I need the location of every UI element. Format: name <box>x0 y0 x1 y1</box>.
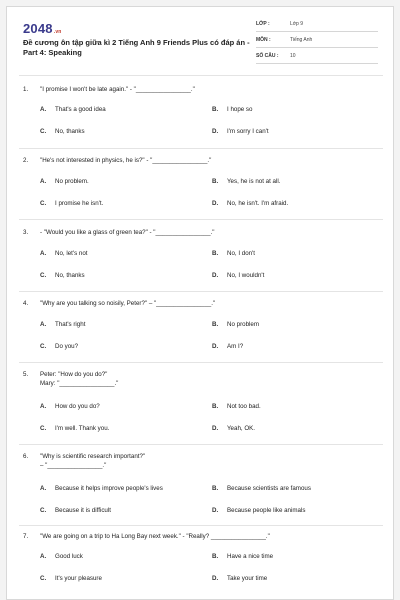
divider <box>19 75 383 76</box>
question-prompt: "I promise I won't be late again." - "________________." <box>40 86 195 93</box>
question-response-line: – "________________." <box>40 462 107 469</box>
option-letter: B. <box>212 403 219 410</box>
option-b[interactable] <box>212 321 259 328</box>
option-letter: C. <box>40 272 47 279</box>
option-letter: C. <box>40 128 47 135</box>
option-letter: C. <box>40 343 47 350</box>
option-text: Yeah, OK. <box>227 425 255 432</box>
question-text <box>23 85 195 94</box>
option-text: Good luck <box>55 553 83 560</box>
meta-label: MÔN : <box>256 37 271 43</box>
meta-value: Lớp 9 <box>290 21 304 27</box>
document-title: Đề cương ôn tập giữa kì 2 Tiếng Anh 9 Friends Plus có đáp án - Part 4: Speaking <box>23 38 250 57</box>
option-letter: B. <box>212 553 219 560</box>
option-c[interactable] <box>40 272 85 279</box>
option-letter: D. <box>212 128 219 135</box>
option-a[interactable] <box>40 106 106 113</box>
option-letter: D. <box>212 272 219 279</box>
question-number: 7. <box>23 533 29 540</box>
question-prompt: "Why is scientific research important?" <box>40 453 146 460</box>
option-text: No, I don't <box>227 250 256 257</box>
option-text: Take your time <box>227 575 268 582</box>
option-text: No, thanks <box>55 272 85 279</box>
question-text <box>23 532 270 541</box>
divider <box>19 444 383 445</box>
option-letter: A. <box>40 106 47 113</box>
option-letter: A. <box>40 178 47 185</box>
option-c[interactable] <box>40 575 102 582</box>
option-letter: A. <box>40 553 47 560</box>
option-text: Because it is difficult <box>55 507 111 514</box>
option-letter: D. <box>212 575 219 582</box>
option-letter: C. <box>40 200 47 207</box>
meta-value: Tiếng Anh <box>290 37 313 43</box>
option-b[interactable] <box>212 485 311 492</box>
question-response-line: Mary: "________________." <box>40 380 119 387</box>
option-c[interactable] <box>40 343 78 350</box>
question-text <box>23 452 145 461</box>
option-b[interactable] <box>212 106 252 113</box>
option-letter: D. <box>212 200 219 207</box>
option-letter: B. <box>212 250 219 257</box>
option-c[interactable] <box>40 200 103 207</box>
option-a[interactable] <box>40 485 163 492</box>
option-text: Am I? <box>227 343 244 350</box>
option-text: No, he isn't. I'm afraid. <box>227 200 289 207</box>
option-text: Not too bad. <box>227 403 261 410</box>
question-text <box>23 370 107 379</box>
option-letter: C. <box>40 575 47 582</box>
document-header <box>7 7 393 69</box>
question-prompt: "We are going on a trip to Ha Long Bay next week." - "Really? ________________." <box>40 533 270 540</box>
question-number: 6. <box>23 453 29 460</box>
option-letter: A. <box>40 485 47 492</box>
meta-row-count <box>256 52 378 64</box>
question-text <box>23 228 214 237</box>
option-letter: B. <box>212 321 219 328</box>
meta-table <box>256 20 378 68</box>
question-number: 1. <box>23 86 29 93</box>
option-d[interactable] <box>212 128 269 135</box>
question-number: 2. <box>23 157 29 164</box>
option-text: No problem. <box>55 178 89 185</box>
document-page <box>6 6 394 600</box>
option-letter: A. <box>40 403 47 410</box>
option-b[interactable] <box>212 178 280 185</box>
option-letter: A. <box>40 250 47 257</box>
question-text <box>23 299 215 308</box>
option-letter: B. <box>212 485 219 492</box>
meta-row-class <box>256 20 378 32</box>
meta-value: 10 <box>290 53 296 59</box>
question-prompt: Peter: "How do you do?" <box>40 371 108 378</box>
option-text: I'm sorry I can't <box>227 128 269 135</box>
option-letter: D. <box>212 425 219 432</box>
option-a[interactable] <box>40 321 85 328</box>
option-text: No problem <box>227 321 259 328</box>
question-number: 3. <box>23 229 29 236</box>
option-d[interactable] <box>212 272 264 279</box>
divider <box>19 525 383 526</box>
option-letter: C. <box>40 425 47 432</box>
question-text <box>23 156 211 165</box>
option-text: Because scientists are famous <box>227 485 311 492</box>
question-number: 4. <box>23 300 29 307</box>
option-d[interactable] <box>212 507 305 514</box>
option-b[interactable] <box>212 553 273 560</box>
option-text: That's right <box>55 321 86 328</box>
option-text: How do you do? <box>55 403 100 410</box>
option-text: Do you? <box>55 343 79 350</box>
option-a[interactable] <box>40 403 100 410</box>
option-letter: D. <box>212 507 219 514</box>
option-text: I promise he isn't. <box>55 200 104 207</box>
divider <box>19 362 383 363</box>
option-b[interactable] <box>212 250 255 257</box>
option-text: I'm well. Thank you. <box>55 425 110 432</box>
divider <box>19 148 383 149</box>
option-c[interactable] <box>40 425 109 432</box>
option-letter: A. <box>40 321 47 328</box>
option-letter: B. <box>212 178 219 185</box>
option-text: No, I wouldn't <box>227 272 265 279</box>
question-prompt: "He's not interested in physics, he is?" - "________________." <box>40 157 212 164</box>
meta-row-subject <box>256 36 378 48</box>
option-d[interactable] <box>212 200 288 207</box>
option-text: Yes, he is not at all. <box>227 178 281 185</box>
option-a[interactable] <box>40 553 83 560</box>
logo-text: 2048 <box>23 21 53 36</box>
divider <box>19 291 383 292</box>
option-text: Because it helps improve people's lives <box>55 485 163 492</box>
logo-suffix: .vn <box>53 29 62 35</box>
option-letter: C. <box>40 507 47 514</box>
option-a[interactable] <box>40 250 87 257</box>
option-d[interactable] <box>212 343 243 350</box>
question-prompt: "Why are you talking so noisily, Peter?" – "________________." <box>40 300 216 307</box>
question-number: 5. <box>23 371 29 378</box>
option-text: Because people like animals <box>227 507 306 514</box>
option-c[interactable] <box>40 128 85 135</box>
site-logo[interactable] <box>23 21 62 36</box>
option-c[interactable] <box>40 507 111 514</box>
option-text: I hope so <box>227 106 253 113</box>
divider <box>19 219 383 220</box>
option-text: Have a nice time <box>227 553 274 560</box>
option-letter: D. <box>212 343 219 350</box>
option-text: It's your pleasure <box>55 575 102 582</box>
option-text: That's a good idea <box>55 106 106 113</box>
meta-label: LỚP : <box>256 21 270 27</box>
option-d[interactable] <box>212 575 267 582</box>
option-text: No, let's not <box>55 250 88 257</box>
option-letter: B. <box>212 106 219 113</box>
option-d[interactable] <box>212 425 255 432</box>
option-text: No, thanks <box>55 128 85 135</box>
option-b[interactable] <box>212 403 261 410</box>
meta-label: SỐ CÂU : <box>256 53 279 59</box>
question-prompt: - "Would you like a glass of green tea?" - "________________." <box>40 229 215 236</box>
option-a[interactable] <box>40 178 89 185</box>
